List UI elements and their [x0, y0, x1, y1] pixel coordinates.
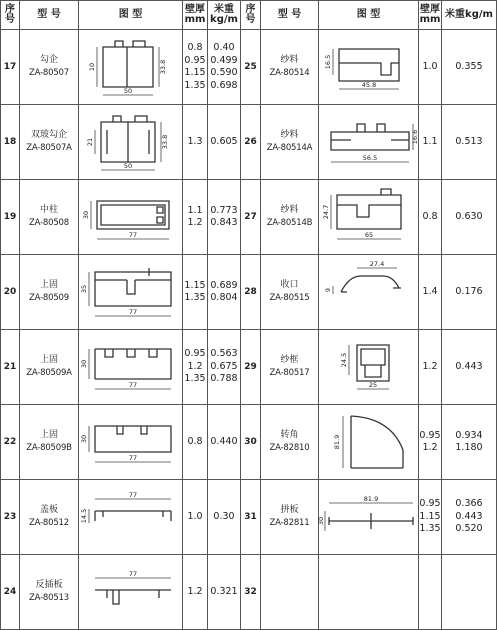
table-row — [1, 255, 497, 330]
value-line: 0.321 — [210, 585, 238, 597]
value-line: 0.30 — [213, 510, 235, 522]
svg-text:77: 77 — [128, 570, 137, 578]
svg-text:16.6: 16.6 — [410, 129, 419, 145]
svg-text:77: 77 — [128, 491, 137, 499]
profile-code: ZA-80509B — [26, 443, 72, 453]
weight-cell — [442, 555, 497, 630]
value-line: 0.513 — [455, 135, 483, 147]
figure-cell — [319, 30, 419, 105]
header-seq: 序号 — [241, 1, 261, 30]
value-line: 0.440 — [210, 435, 238, 447]
row-number: 27 — [241, 180, 261, 255]
thickness-cell — [183, 555, 208, 630]
profile-cross-section-drawing — [321, 260, 417, 324]
value-line: 1.35 — [184, 292, 206, 303]
figure-cell — [319, 555, 419, 630]
profile-name: 双玻勾企 — [30, 130, 67, 140]
value-line: 1.35 — [184, 79, 206, 91]
model-cell — [20, 330, 79, 405]
model-cell — [20, 105, 79, 180]
row-number: 26 — [241, 105, 261, 180]
figure-cell — [79, 480, 183, 555]
svg-text:35: 35 — [79, 284, 88, 294]
row-number: 24 — [1, 555, 20, 630]
value-line: 0.8 — [187, 435, 203, 447]
svg-text:81.9: 81.9 — [332, 434, 341, 450]
value-line: 0.843 — [210, 217, 238, 228]
figure-cell — [319, 255, 419, 330]
profile-code: ZA-80514B — [266, 218, 313, 228]
profile-cross-section-drawing — [79, 485, 179, 549]
profile-name: 上固 — [39, 430, 58, 440]
model-cell — [261, 30, 319, 105]
thickness-cell — [183, 405, 208, 480]
svg-text:30: 30 — [316, 516, 325, 526]
svg-text:50: 50 — [123, 162, 132, 170]
profile-name: 勾企 — [39, 55, 58, 65]
value-line: 1.180 — [455, 442, 483, 453]
thickness-cell — [419, 105, 442, 180]
model-cell — [261, 105, 319, 180]
value-line: 0.698 — [210, 79, 238, 91]
profile-cross-section-drawing — [79, 260, 179, 324]
value-line: 0.8 — [422, 210, 438, 222]
value-line: 0.630 — [455, 210, 483, 222]
svg-text:77: 77 — [128, 231, 137, 239]
value-line: 0.675 — [210, 360, 238, 372]
row-number: 22 — [1, 405, 20, 480]
profile-code: ZA-80507A — [26, 143, 72, 153]
figure-cell — [319, 330, 419, 405]
value-line: 1.0 — [187, 510, 203, 522]
value-line: 0.355 — [455, 60, 483, 72]
figure-cell — [319, 105, 419, 180]
row-number: 32 — [241, 555, 261, 630]
profile-code: ZA-80508 — [29, 218, 69, 228]
thickness-cell — [183, 105, 208, 180]
value-line: 1.15 — [419, 510, 441, 522]
model-cell — [20, 255, 79, 330]
svg-text:25: 25 — [368, 381, 377, 389]
value-line: 0.95 — [184, 54, 206, 66]
thickness-cell — [419, 180, 442, 255]
profile-code: ZA-82810 — [269, 443, 310, 453]
figure-cell — [319, 405, 419, 480]
table-row — [1, 480, 497, 555]
model-cell — [20, 405, 79, 480]
value-line: 1.2 — [187, 217, 203, 228]
figure-cell — [316, 480, 419, 555]
profile-name: 上固 — [39, 355, 58, 365]
svg-text:77: 77 — [128, 454, 137, 462]
profile-name: 收口 — [280, 280, 299, 290]
value-line: 1.1 — [422, 135, 438, 147]
value-line: 0.788 — [210, 373, 238, 385]
profile-code: ZA-82811 — [269, 518, 310, 528]
svg-text:33.8: 33.8 — [158, 59, 167, 75]
value-line: 1.15 — [184, 279, 206, 291]
value-line: 1.0 — [422, 60, 438, 72]
model-cell — [261, 330, 319, 405]
svg-text:30: 30 — [79, 359, 88, 369]
value-line: 0.366 — [455, 498, 483, 510]
value-line: 0.40 — [213, 42, 235, 53]
svg-text:30: 30 — [79, 434, 88, 444]
model-cell — [20, 555, 79, 630]
weight-cell — [208, 405, 241, 480]
value-line: 0.590 — [210, 67, 238, 78]
value-line: 1.1 — [187, 204, 203, 216]
profile-cross-section-drawing — [83, 110, 179, 174]
profile-cross-section-drawing — [321, 110, 417, 174]
thickness-cell — [419, 405, 442, 480]
profile-name: 上固 — [39, 280, 58, 290]
value-line: 1.3 — [187, 135, 203, 147]
row-number: 30 — [241, 405, 261, 480]
profile-code: ZA-80515 — [269, 293, 310, 303]
profile-code: ZA-80512 — [29, 518, 69, 528]
profile-name: 中柱 — [39, 205, 58, 215]
value-line: 0.520 — [455, 523, 483, 535]
table-row — [1, 105, 497, 180]
svg-text:33.8: 33.8 — [160, 134, 169, 150]
svg-text:21: 21 — [85, 137, 94, 147]
header-thickness: 壁厚mm — [183, 1, 208, 30]
weight-cell — [442, 330, 497, 405]
thickness-cell — [183, 255, 208, 330]
header-model: 型 号 — [261, 1, 319, 30]
header-figure: 图 型 — [79, 1, 183, 30]
figure-cell — [79, 180, 183, 255]
profile-code: ZA-80517 — [269, 368, 310, 378]
profile-cross-section-drawing — [321, 35, 417, 99]
value-line: 1.35 — [184, 373, 206, 385]
svg-text:10: 10 — [87, 62, 96, 72]
figure-cell — [79, 30, 183, 105]
profile-cross-section-drawing — [316, 485, 417, 549]
profile-code: ZA-80514 — [269, 68, 310, 78]
profile-code: ZA-80507 — [29, 68, 69, 78]
weight-cell — [442, 405, 497, 480]
thickness-cell — [419, 30, 442, 105]
svg-text:16.5: 16.5 — [323, 54, 332, 70]
svg-text:45.8: 45.8 — [361, 81, 376, 89]
row-number: 20 — [1, 255, 20, 330]
value-line: 0.689 — [210, 279, 238, 291]
model-cell — [261, 255, 319, 330]
profile-name: 纱框 — [280, 355, 299, 365]
profile-code: ZA-80509A — [26, 368, 72, 378]
weight-cell — [208, 480, 241, 555]
row-number: 19 — [1, 180, 20, 255]
profile-name: 反插板 — [35, 580, 63, 590]
svg-text:24.7: 24.7 — [321, 204, 330, 220]
profile-cross-section-drawing — [79, 335, 179, 399]
weight-cell — [208, 180, 241, 255]
svg-text:9: 9 — [323, 287, 332, 293]
row-number: 21 — [1, 330, 20, 405]
header-figure: 图 型 — [319, 1, 419, 30]
value-line: 1.2 — [422, 360, 438, 372]
header-row — [1, 1, 497, 30]
value-line: 1.2 — [422, 442, 438, 453]
header-thickness: 壁厚mm — [419, 1, 442, 30]
profile-name: 盖板 — [39, 505, 58, 515]
weight-cell — [208, 105, 241, 180]
model-cell — [261, 180, 319, 255]
profile-name: 纱料 — [280, 205, 299, 215]
row-number: 31 — [241, 480, 261, 555]
weight-cell — [208, 555, 241, 630]
value-line: 0.934 — [455, 429, 483, 441]
value-line: 0.95 — [419, 498, 441, 510]
table-row — [1, 405, 497, 480]
table-row — [1, 180, 497, 255]
profile-code: ZA-80513 — [29, 593, 69, 603]
svg-text:77: 77 — [128, 308, 137, 316]
row-number: 28 — [241, 255, 261, 330]
thickness-cell — [183, 180, 208, 255]
row-number: 29 — [241, 330, 261, 405]
model-cell — [261, 480, 319, 555]
thickness-cell — [419, 480, 442, 555]
figure-cell — [79, 330, 183, 405]
value-line: 1.35 — [419, 523, 441, 535]
weight-cell — [442, 180, 497, 255]
figure-cell — [79, 555, 183, 630]
row-number: 18 — [1, 105, 20, 180]
value-line: 0.95 — [419, 429, 441, 441]
profile-name: 转角 — [280, 430, 299, 440]
profile-cross-section-drawing — [83, 185, 179, 249]
value-line: 0.605 — [210, 135, 238, 147]
profile-name: 纱料 — [280, 55, 299, 65]
profile-code: ZA-80509 — [29, 293, 69, 303]
header-model: 型 号 — [20, 1, 79, 30]
value-line: 0.804 — [210, 292, 238, 303]
value-line: 1.2 — [187, 360, 203, 372]
profile-cross-section-drawing — [321, 335, 417, 399]
svg-text:81.9: 81.9 — [363, 495, 378, 503]
thickness-cell — [419, 555, 442, 630]
value-line: 0.563 — [210, 348, 238, 360]
model-cell — [261, 405, 319, 480]
profile-cross-section-drawing — [83, 35, 179, 99]
weight-cell — [208, 255, 241, 330]
value-line: 0.499 — [210, 54, 238, 66]
profile-code: ZA-80514A — [266, 143, 313, 153]
thickness-cell — [183, 30, 208, 105]
row-number: 25 — [241, 30, 261, 105]
svg-text:24.5: 24.5 — [339, 352, 348, 368]
weight-cell — [442, 480, 497, 555]
row-number: 17 — [1, 30, 20, 105]
profile-cross-section-drawing — [321, 185, 417, 249]
header-weight: 米重kg/m — [208, 1, 241, 30]
header-seq: 序号 — [1, 1, 20, 30]
svg-text:27.4: 27.4 — [369, 260, 384, 268]
profile-cross-section-drawing — [321, 410, 417, 474]
weight-cell — [208, 30, 241, 105]
weight-cell — [442, 105, 497, 180]
header-weight: 米重kg/m — [442, 1, 497, 30]
model-cell — [261, 555, 319, 630]
value-line: 0.773 — [210, 204, 238, 216]
profile-cross-section-drawing — [79, 410, 179, 474]
svg-text:77: 77 — [128, 381, 137, 389]
profile-cross-section-drawing — [321, 560, 417, 624]
weight-cell — [442, 30, 497, 105]
figure-cell — [79, 405, 183, 480]
value-line: 1.4 — [422, 285, 438, 297]
svg-text:30: 30 — [81, 210, 90, 220]
table-row — [1, 555, 497, 630]
profile-cross-section-drawing — [83, 560, 179, 624]
value-line: 0.176 — [455, 285, 483, 297]
figure-cell — [79, 105, 183, 180]
value-line: 0.443 — [455, 510, 483, 522]
value-line: 1.15 — [184, 67, 206, 78]
svg-text:56.5: 56.5 — [362, 154, 377, 162]
thickness-cell — [419, 255, 442, 330]
profile-name: 纱料 — [280, 130, 299, 140]
table-row — [1, 330, 497, 405]
row-number: 23 — [1, 480, 20, 555]
figure-cell — [319, 180, 419, 255]
figure-cell — [79, 255, 183, 330]
value-line: 0.8 — [187, 42, 203, 53]
thickness-cell — [183, 330, 208, 405]
thickness-cell — [419, 330, 442, 405]
table-row — [1, 30, 497, 105]
model-cell — [20, 180, 79, 255]
value-line: 0.443 — [455, 360, 483, 372]
value-line: 1.2 — [187, 585, 203, 597]
model-cell — [20, 480, 79, 555]
weight-cell — [442, 255, 497, 330]
svg-text:65: 65 — [364, 231, 373, 239]
thickness-cell — [183, 480, 208, 555]
value-line: 0.95 — [184, 348, 206, 360]
svg-text:14.5: 14.5 — [79, 508, 88, 524]
svg-text:50: 50 — [123, 87, 132, 95]
model-cell — [20, 30, 79, 105]
profile-name: 拼板 — [280, 505, 299, 515]
weight-cell — [208, 330, 241, 405]
